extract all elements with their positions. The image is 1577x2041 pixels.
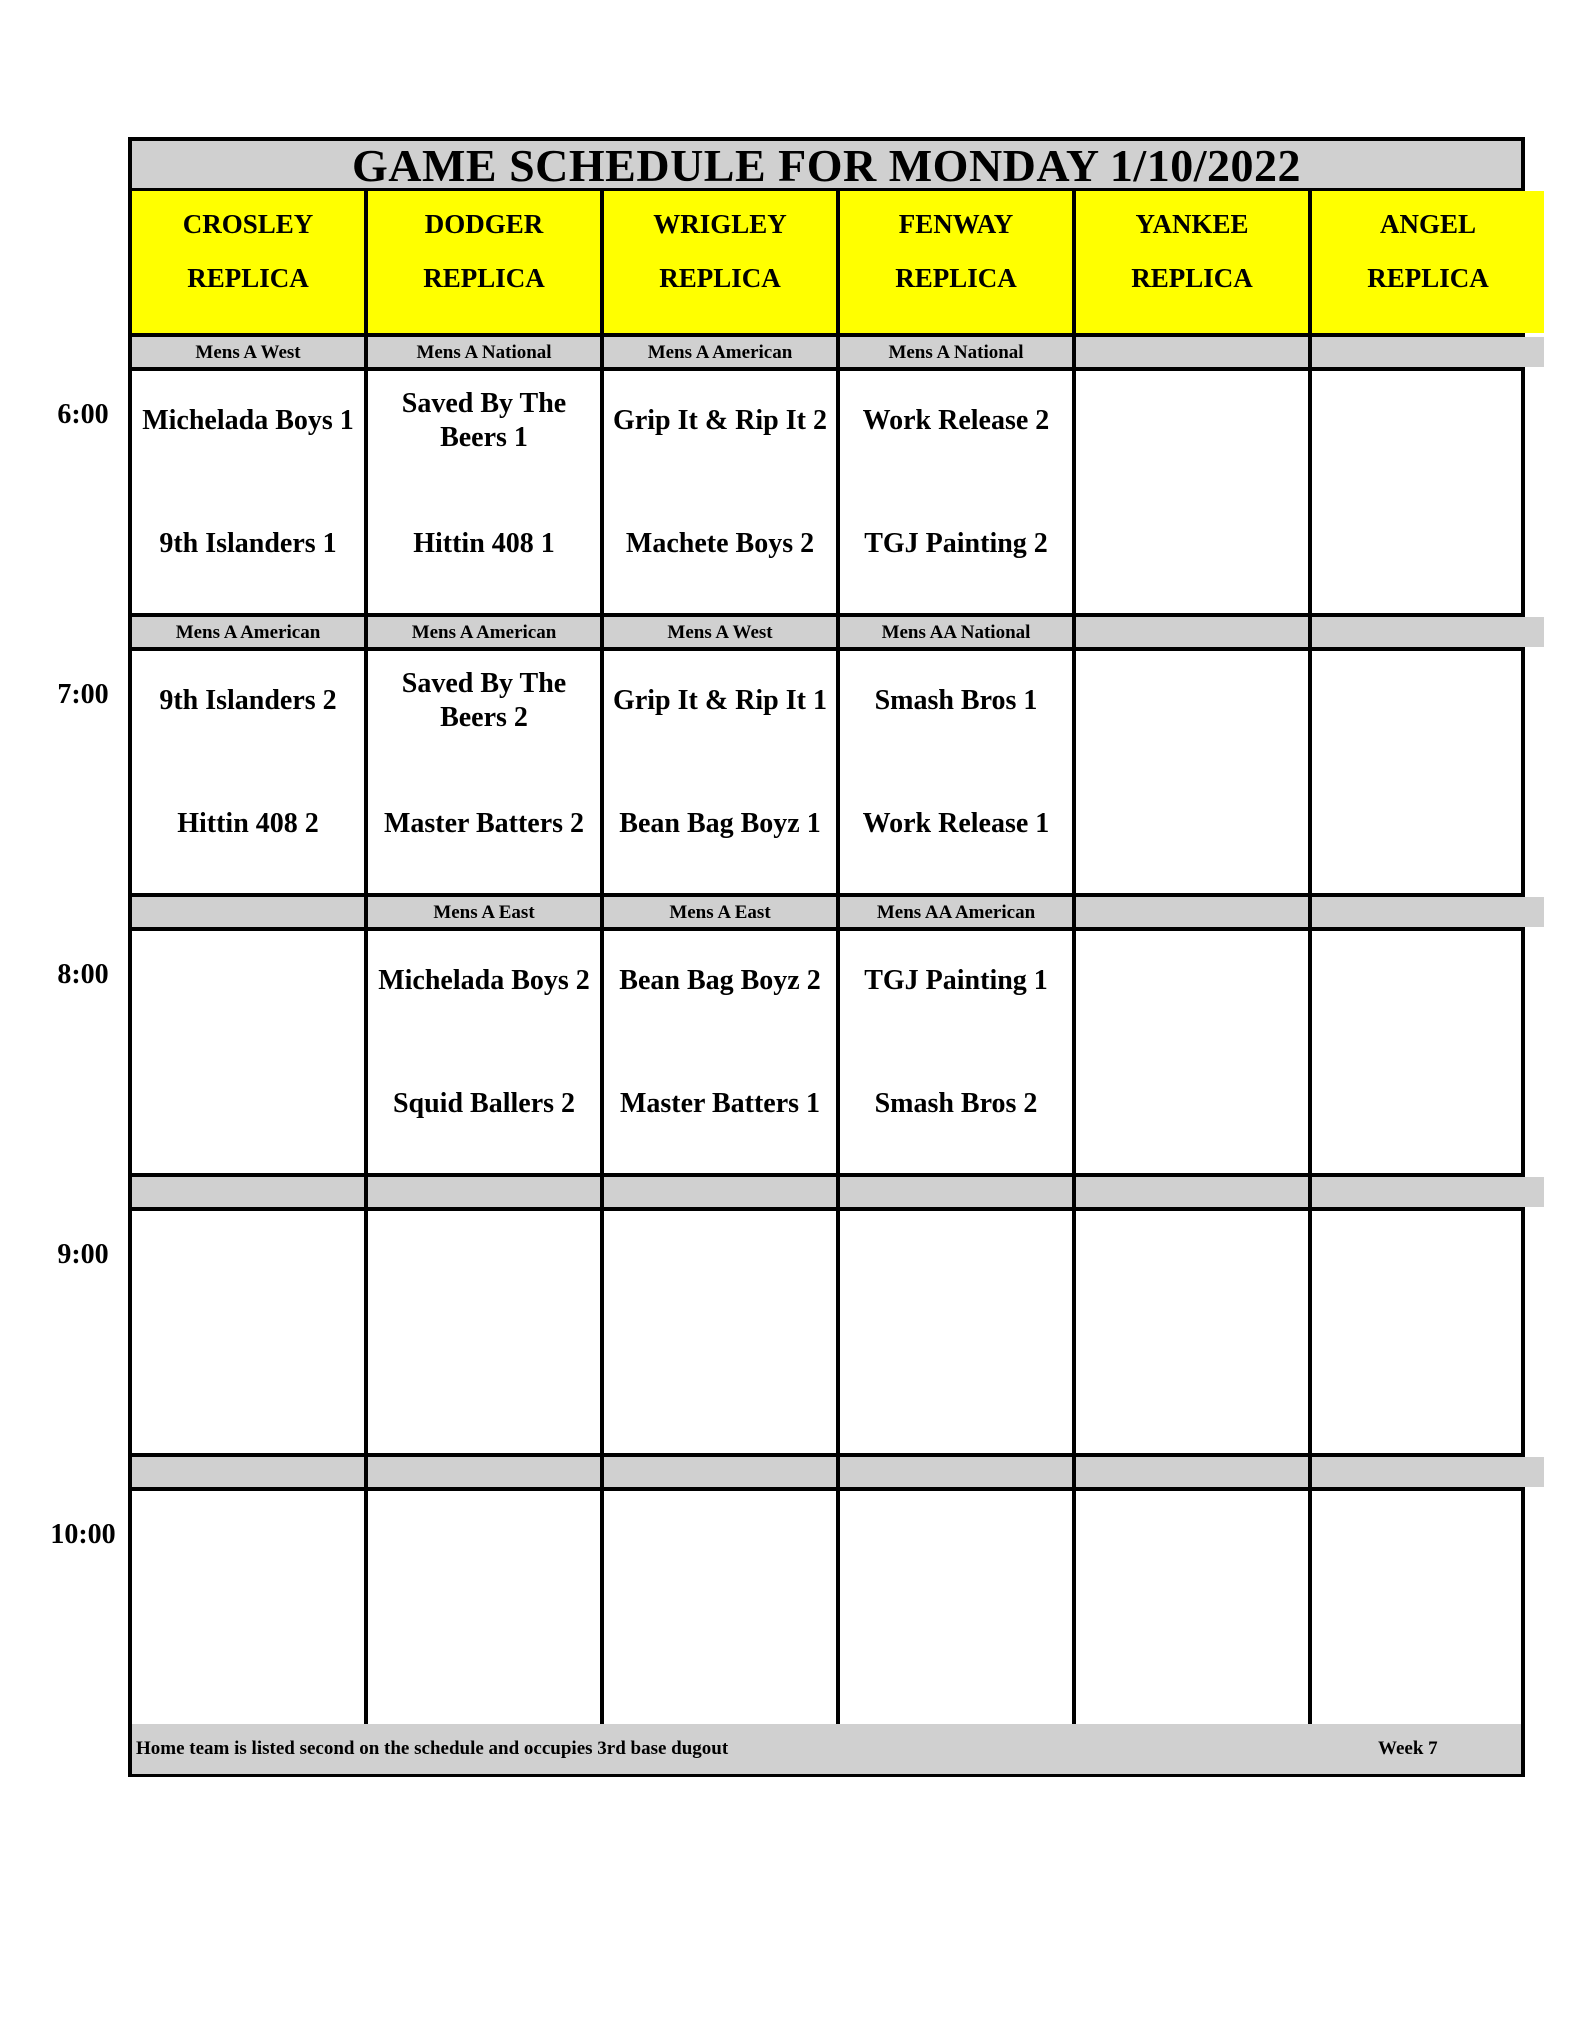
column-divider: [1072, 191, 1076, 1724]
home-team-note: Home team is listed second on the schedule and occupies 3rd base dugout: [136, 1738, 729, 1759]
division-label: [1076, 337, 1308, 367]
division-label: [1312, 337, 1544, 367]
division-label: [132, 1457, 364, 1487]
field-header-wrigley: [604, 191, 836, 333]
field-subtitle: REPLICA: [187, 263, 309, 293]
away-team: [1080, 651, 1304, 751]
away-team: [844, 1491, 1068, 1591]
field-subtitle: REPLICA: [423, 263, 545, 293]
division-label: [1312, 1177, 1544, 1207]
division-label: [840, 1457, 1072, 1487]
away-team: Saved By The Beers 1: [401, 388, 567, 453]
home-team: TGJ Painting 2: [864, 528, 1048, 559]
field-header-fenway: [840, 191, 1072, 333]
field-name: FENWAY: [898, 209, 1014, 239]
home-team: Master Batters 2: [383, 808, 585, 839]
home-team: 9th Islanders 1: [159, 528, 337, 559]
division-label: [604, 1457, 836, 1487]
field-name: CROSLEY: [182, 209, 314, 239]
division-label: [1312, 617, 1544, 647]
division-label: [132, 897, 364, 927]
division-label: Mens A East: [368, 897, 600, 927]
division-label: [1076, 1457, 1308, 1487]
division-label: Mens A American: [604, 337, 836, 367]
schedule-title: GAME SCHEDULE FOR MONDAY 1/10/2022: [132, 141, 1521, 191]
away-team: [372, 1491, 596, 1591]
column-divider: [1308, 191, 1312, 1724]
home-team: Bean Bag Boyz 1: [619, 808, 821, 839]
field-header-crosley: [132, 191, 364, 333]
away-team: [1080, 931, 1304, 1031]
division-label: Mens AA American: [840, 897, 1072, 927]
column-divider: [836, 191, 840, 1724]
home-team: Machete Boys 2: [625, 528, 815, 559]
field-name: ANGEL: [1379, 209, 1477, 239]
time-label: 8:00: [57, 959, 109, 990]
division-label: Mens A American: [368, 617, 600, 647]
away-team: [608, 1211, 832, 1311]
division-label: Mens A East: [604, 897, 836, 927]
home-team: Hittin 408 2: [177, 808, 319, 839]
schedule-table: [128, 137, 1525, 1777]
field-header-yankee: [1076, 191, 1308, 333]
time-label: 6:00: [57, 399, 109, 430]
away-team: [1316, 1211, 1540, 1311]
division-label: Mens A National: [368, 337, 600, 367]
away-team: [1080, 371, 1304, 471]
away-team: Grip It & Rip It 1: [613, 685, 827, 716]
division-label: Mens A West: [604, 617, 836, 647]
away-team: [1316, 371, 1540, 471]
division-label: [840, 1177, 1072, 1207]
field-subtitle: REPLICA: [1367, 263, 1489, 293]
field-subtitle: REPLICA: [659, 263, 781, 293]
division-label: Mens AA National: [840, 617, 1072, 647]
division-label: Mens A National: [840, 337, 1072, 367]
division-label: Mens A American: [132, 617, 364, 647]
column-divider: [600, 191, 604, 1724]
away-team: Work Release 2: [862, 405, 1050, 436]
away-team: TGJ Painting 1: [864, 965, 1048, 996]
time-label: 7:00: [57, 679, 109, 710]
away-team: [136, 1211, 360, 1311]
time-label: 9:00: [57, 1239, 109, 1270]
away-team: Grip It & Rip It 2: [613, 405, 827, 436]
away-team: [1316, 931, 1540, 1031]
away-team: [1316, 1491, 1540, 1591]
away-team: 9th Islanders 2: [159, 685, 337, 716]
home-team: Squid Ballers 2: [392, 1088, 576, 1119]
week-label: Week 7: [1378, 1738, 1438, 1759]
division-label: [1076, 1177, 1308, 1207]
division-label: [132, 1177, 364, 1207]
away-team: [608, 1491, 832, 1591]
division-label: [368, 1177, 600, 1207]
field-name: YANKEE: [1135, 209, 1249, 239]
away-team: [1316, 651, 1540, 751]
schedule-footer: [132, 1724, 1521, 1774]
time-label: 10:00: [50, 1519, 116, 1550]
home-team: Hittin 408 1: [413, 528, 555, 559]
away-team: Michelada Boys 2: [378, 965, 590, 996]
division-label: [1076, 897, 1308, 927]
field-subtitle: REPLICA: [895, 263, 1017, 293]
away-team: Michelada Boys 1: [142, 405, 354, 436]
column-divider: [364, 191, 368, 1724]
field-name: DODGER: [424, 209, 544, 239]
away-team: [1080, 1211, 1304, 1311]
field-subtitle: REPLICA: [1131, 263, 1253, 293]
away-team: [136, 1491, 360, 1591]
field-header-angel: [1312, 191, 1544, 333]
home-team: Smash Bros 2: [874, 1088, 1038, 1119]
division-label: [1312, 897, 1544, 927]
away-team: [844, 1211, 1068, 1311]
field-header-dodger: [368, 191, 600, 333]
division-label: [1312, 1457, 1544, 1487]
division-label: [1076, 617, 1308, 647]
away-team: [372, 1211, 596, 1311]
field-name: WRIGLEY: [653, 209, 787, 239]
division-label: [604, 1177, 836, 1207]
away-team: [136, 931, 360, 1031]
division-label: Mens A West: [132, 337, 364, 367]
away-team: Smash Bros 1: [874, 685, 1038, 716]
away-team: Saved By The Beers 2: [401, 668, 567, 733]
away-team: Bean Bag Boyz 2: [619, 965, 821, 996]
home-team: Master Batters 1: [619, 1088, 821, 1119]
home-team: Work Release 1: [862, 808, 1050, 839]
division-label: [368, 1457, 600, 1487]
away-team: [1080, 1491, 1304, 1591]
